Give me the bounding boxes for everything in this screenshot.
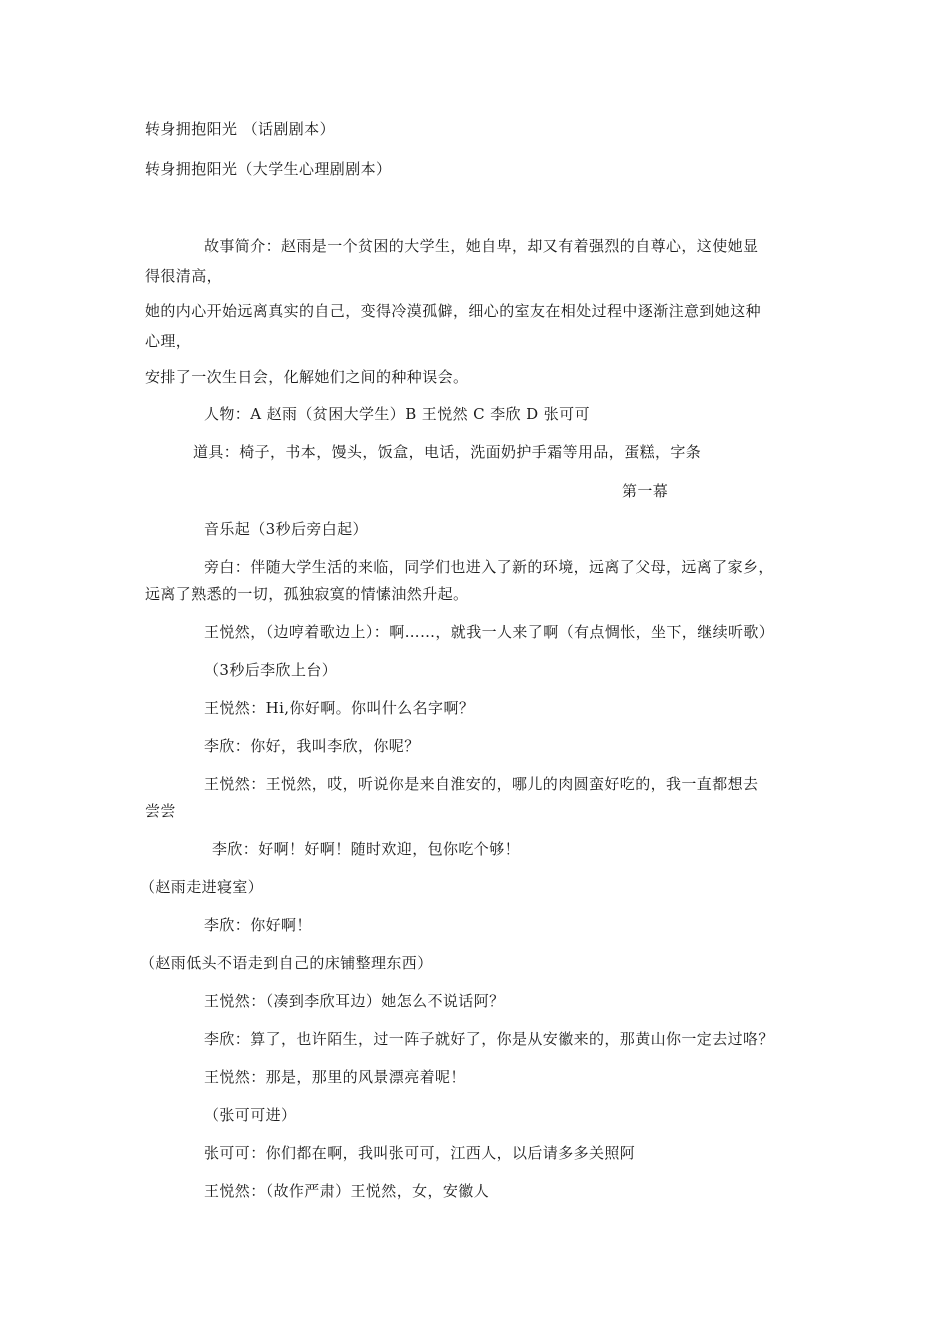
document-title: 转身拥抱阳光 （话剧剧本） bbox=[145, 120, 335, 138]
summary-line: 安排了一次生日会，化解她们之间的种种误会。 bbox=[145, 368, 469, 386]
script-line: 李欣：你好啊！ bbox=[204, 916, 312, 934]
script-line: 张可可：你们都在啊，我叫张可可，江西人，以后请多多关照阿 bbox=[204, 1144, 636, 1162]
script-line: （赵雨低头不语走到自己的床铺整理东西） bbox=[140, 954, 433, 972]
script-line: 李欣：好啊！好啊！随时欢迎，包你吃个够！ bbox=[212, 840, 521, 858]
script-line: 李欣：你好，我叫李欣，你呢？ bbox=[204, 737, 420, 755]
script-line: 李欣：算了，也许陌生，过一阵子就好了，你是从安徽来的，那黄山你一定去过咯？ bbox=[204, 1030, 774, 1048]
script-line: 音乐起（3秒后旁白起） bbox=[204, 520, 368, 538]
script-line: 王悦然：Hi,你好啊。你叫什么名字啊？ bbox=[204, 699, 475, 717]
script-line: （张可可进） bbox=[204, 1106, 297, 1124]
script-line: 尝尝 bbox=[145, 802, 176, 820]
props-line: 道具：椅子，书本，馒头，饭盒，电话，洗面奶护手霜等用品，蛋糕，字条 bbox=[193, 443, 702, 461]
script-line: （3秒后李欣上台） bbox=[204, 661, 338, 679]
script-line: 王悦然：那是，那里的风景漂亮着呢！ bbox=[204, 1068, 466, 1086]
script-line: 王悦然，（边哼着歌边上）：啊……，就我一人来了啊（有点惆怅，坐下，继续听歌） bbox=[204, 623, 775, 641]
summary-line: 她的内心开始远离真实的自己，变得冷漠孤僻，细心的室友在相处过程中逐渐注意到她这种 bbox=[145, 302, 762, 320]
script-line: 旁白：伴随大学生活的来临，同学们也进入了新的环境，远离了父母，远离了家乡， bbox=[204, 558, 774, 576]
characters-line: 人物：A 赵雨（贫困大学生）B 王悦然 C 李欣 D 张可可 bbox=[204, 405, 590, 423]
summary-line: 心理， bbox=[145, 332, 192, 350]
document-subtitle: 转身拥抱阳光（大学生心理剧剧本） bbox=[145, 160, 392, 178]
script-line: 王悦然：（故作严肃）王悦然，女，安徽人 bbox=[204, 1182, 490, 1200]
script-line: 王悦然：王悦然，哎，听说你是来自淮安的，哪儿的肉圆蛮好吃的，我一直都想去 bbox=[204, 775, 759, 793]
script-line: 远离了熟悉的一切，孤独寂寞的情愫油然升起。 bbox=[145, 585, 469, 603]
act-heading: 第一幕 bbox=[622, 482, 669, 500]
script-line: （赵雨走进寝室） bbox=[140, 878, 264, 896]
script-line: 王悦然：（凑到李欣耳边）她怎么不说话阿？ bbox=[204, 992, 505, 1010]
summary-line: 得很清高， bbox=[145, 267, 223, 285]
summary-line: 故事简介：赵雨是一个贫困的大学生，她自卑，却又有着强烈的自尊心，这使她显 bbox=[204, 237, 759, 255]
